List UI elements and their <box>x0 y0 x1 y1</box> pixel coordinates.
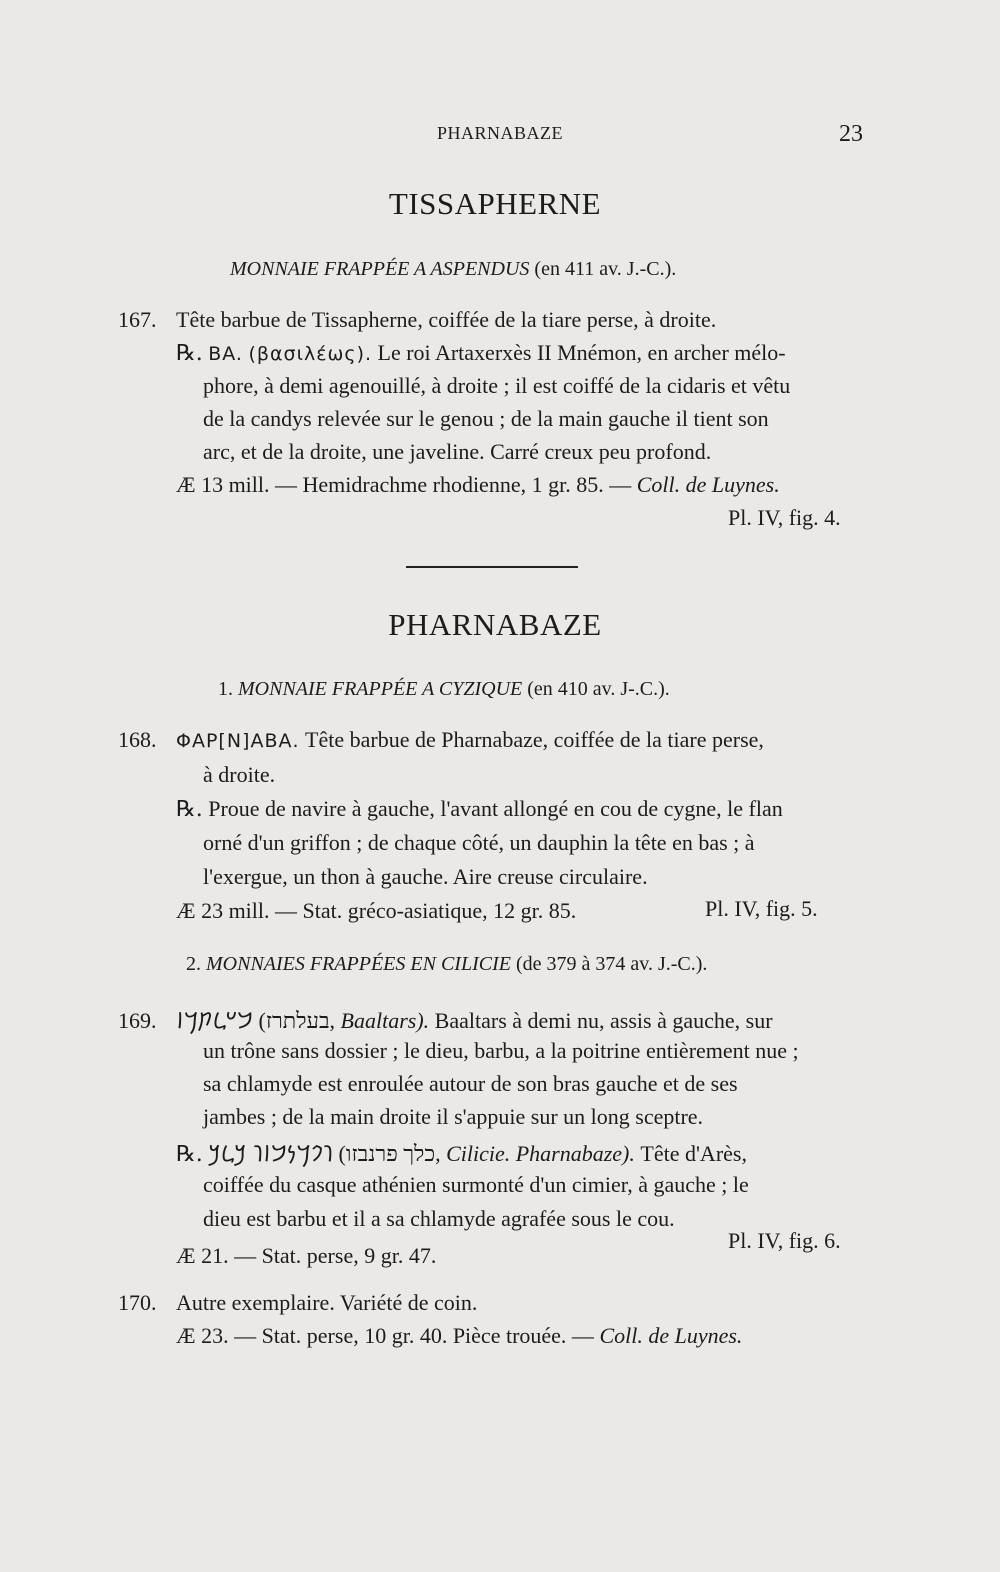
entry-168-line-1b: à droite. <box>203 762 276 787</box>
plate-reference: Pl. IV, fig. 6. <box>728 1228 841 1253</box>
subtitle-date: (en 411 av. J.-C.). <box>534 258 677 280</box>
coin-legend: ΦΑΡ[Ν]ΑΒΑ. <box>176 730 300 752</box>
subtitle-cilicie <box>186 953 707 976</box>
entry-167-line-5: arc, et de la droite, une javeline. Carré creux peu profond. <box>203 439 712 464</box>
entry-text: 21. — Stat. perse, 9 gr. 47. <box>201 1243 437 1268</box>
subtitle-number: 1. <box>218 678 233 700</box>
entry-169-line-1 <box>118 1005 773 1035</box>
entry-167-line-4: de la candys relevée sur le genou ; de la main gauche il tient son <box>203 406 769 431</box>
entry-169-line-4: jambes ; de la main droite il s'appuie sur un long sceptre. <box>203 1104 704 1129</box>
entry-170-line-2 <box>176 1323 742 1349</box>
plate-reference: Pl. IV, fig. 5. <box>705 896 818 921</box>
entry-number: 167. <box>118 307 157 332</box>
entry-text: Tête barbue de Tissapherne, coiffée de la tiare perse, à droite. <box>176 307 717 332</box>
aramaic-legend: 𐡅𐡐𐡓𐡍𐡁𐡆𐡅 𐡊𐡋𐡊 <box>208 1142 334 1167</box>
subtitle-date: (en 410 av. J-.C.). <box>527 678 670 700</box>
legend-transcription: Cilicie. Pharnabaze). <box>446 1141 635 1166</box>
section-title-pharnabaze: PHARNABAZE <box>388 607 602 642</box>
legend-transcription: Baaltars). <box>340 1008 430 1033</box>
entry-167-line-6 <box>176 472 780 498</box>
entry-text: 23. — Stat. perse, 10 gr. 40. Pièce trouée. — <box>201 1323 594 1348</box>
entry-text: 23 mill. — Stat. gréco-asiatique, 12 gr. 85. <box>201 898 577 923</box>
entry-168-line-3: orné d'un griffon ; de chaque côté, un dauphin la tête en bas ; à <box>203 830 755 855</box>
entry-text: Tête d'Arès, <box>640 1141 747 1166</box>
entry-169-line-6: coiffée du casque athénien surmonté d'un cimier, à gauche ; le <box>203 1172 749 1197</box>
subtitle-number: 2. <box>186 953 201 975</box>
entry-168-line-5 <box>176 898 576 924</box>
page-number: 23 <box>839 121 863 147</box>
entry-169-line-7: dieu est barbu et il a sa chlamyde agrafée sous le cou. <box>203 1206 675 1231</box>
reverse-symbol: ℞. <box>176 797 203 822</box>
entry-169-line-2: un trône sans dossier ; le dieu, barbu, a la poitrine entièrement nue ; <box>203 1038 799 1063</box>
subtitle-aspendus <box>230 258 676 281</box>
coin-legend: BA. <box>208 343 243 365</box>
entry-number: 170. <box>118 1290 157 1315</box>
entry-text: Le roi Artaxerxès II Mnémon, en archer mélo- <box>377 340 786 365</box>
entry-text: 13 mill. — Hemidrachme rhodienne, 1 gr. 85. — <box>201 472 632 497</box>
subtitle-text: MONNAIE FRAPPÉE A CYZIQUE <box>238 678 523 700</box>
plate-reference: Pl. IV, fig. 4. <box>728 505 841 530</box>
subtitle-cyzique <box>218 678 670 701</box>
entry-text: Tête barbue de Pharnabaze, coiffée de la tiare perse, <box>305 727 764 752</box>
reverse-symbol: ℞. <box>176 1142 203 1167</box>
entry-text: Baaltars à demi nu, assis à gauche, sur <box>434 1008 773 1033</box>
entry-168-line-4: l'exergue, un thon à gauche. Aire creuse circulaire. <box>203 864 648 889</box>
metal-symbol: Æ <box>176 1323 196 1348</box>
metal-symbol: Æ <box>176 898 196 923</box>
entry-text: Proue de navire à gauche, l'avant allongé en cou de cygne, le flan <box>208 796 783 821</box>
metal-symbol: Æ <box>176 1243 196 1268</box>
entry-169-line-8 <box>176 1243 436 1269</box>
entry-text: Autre exemplaire. Variété de coin. <box>176 1290 478 1315</box>
reverse-symbol: ℞. <box>176 341 203 366</box>
entry-number: 169. <box>118 1008 157 1033</box>
entry-167-line-3: phore, à demi agenouillé, à droite ; il est coiffé de la cidaris et vêtu <box>203 373 791 398</box>
hebrew-legend: (כלך פרנבזו, <box>338 1141 441 1166</box>
aramaic-legend: 𐡁𐡏𐡋𐡕𐡓𐡆 <box>176 1009 254 1034</box>
hebrew-legend: (בעלתרז, <box>258 1008 336 1033</box>
entry-168-line-2 <box>176 796 783 822</box>
section-divider <box>406 566 578 568</box>
entry-170-line-1 <box>118 1290 477 1316</box>
subtitle-text: MONNAIE FRAPPÉE A ASPENDUS <box>230 258 530 280</box>
entry-number: 168. <box>118 727 157 752</box>
entry-168-line-1 <box>118 727 764 753</box>
metal-symbol: Æ <box>176 472 196 497</box>
subtitle-date: (de 379 à 374 av. J.-C.). <box>515 953 708 975</box>
entry-167-line-1 <box>118 307 716 333</box>
greek-legend: (βασιλέως). <box>248 343 373 365</box>
collection: Coll. de Luynes. <box>636 472 780 497</box>
entry-167-line-2 <box>176 340 786 366</box>
collection: Coll. de Luynes. <box>599 1323 743 1348</box>
subtitle-text: MONNAIES FRAPPÉES EN CILICIE <box>206 953 511 975</box>
running-title: PHARNABAZE <box>436 123 563 143</box>
section-title-tissapherne: TISSAPHERNE <box>388 186 602 221</box>
entry-169-line-3: sa chlamyde est enroulée autour de son bras gauche et de ses <box>203 1071 738 1096</box>
entry-169-line-5 <box>176 1138 747 1168</box>
